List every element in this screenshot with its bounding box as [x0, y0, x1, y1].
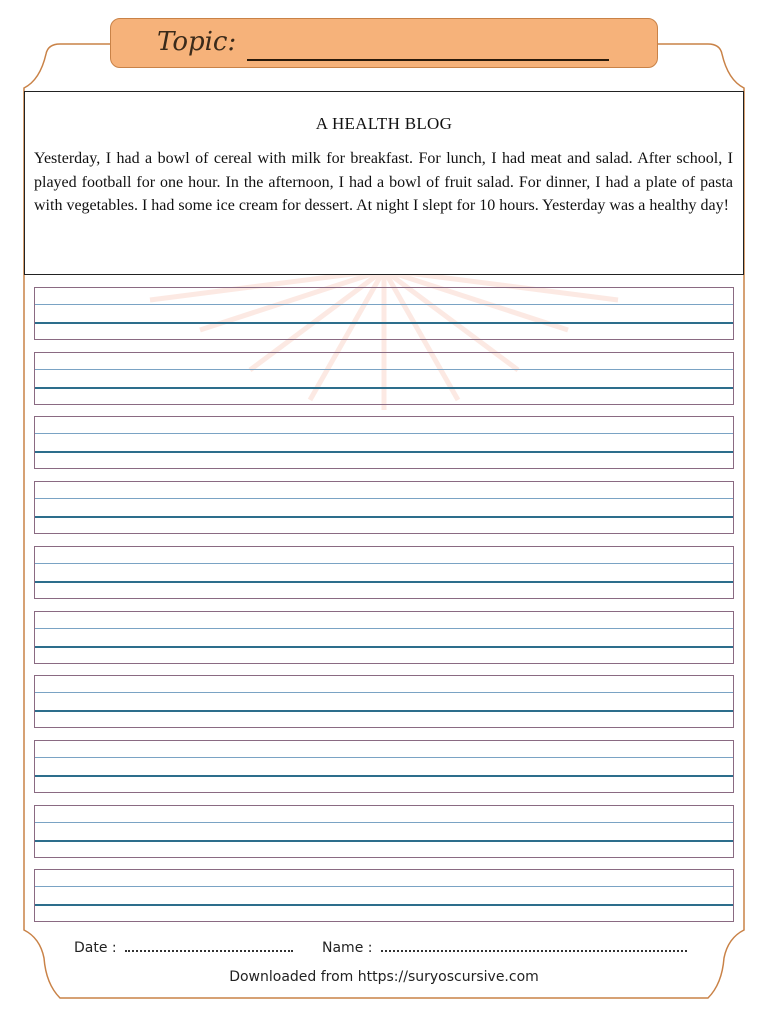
guide-line-baseline: [35, 322, 733, 324]
writing-line-set[interactable]: [34, 611, 734, 664]
writing-line-set[interactable]: [34, 740, 734, 793]
guide-line-baseline: [35, 451, 733, 453]
date-field[interactable]: [74, 940, 293, 956]
guide-line-midline: [35, 757, 733, 758]
guide-line-baseline: [35, 904, 733, 906]
name-field[interactable]: [322, 940, 687, 956]
writing-line-set[interactable]: [34, 481, 734, 534]
name-label: Name :: [322, 940, 373, 956]
topic-label: Topic:: [157, 27, 237, 57]
guide-line-midline: [35, 304, 733, 305]
writing-line-set[interactable]: [34, 675, 734, 728]
guide-line-baseline: [35, 840, 733, 842]
writing-line-set[interactable]: [34, 416, 734, 469]
guide-line-midline: [35, 628, 733, 629]
passage-body: Yesterday, I had a bowl of cereal with milk for breakfast. For lunch, I had meat and salad. After school, I played football for one hour. In the afternoon, I had a bowl of fruit salad. For dinner, I had a plate of pasta with vegetables. I had some ice cream for dessert. At night I slept for 10 hours. Yesterday was a healthy day!: [34, 150, 733, 214]
guide-line-midline: [35, 822, 733, 823]
guide-line-baseline: [35, 387, 733, 389]
writing-line-set[interactable]: [34, 546, 734, 599]
source-credit: Downloaded from https://suryoscursive.com: [229, 969, 539, 985]
writing-line-set[interactable]: [34, 805, 734, 858]
guide-line-midline: [35, 369, 733, 370]
guide-line-midline: [35, 498, 733, 499]
topic-banner: [110, 18, 658, 68]
passage-box: [24, 91, 744, 275]
guide-line-midline: [35, 563, 733, 564]
guide-line-midline: [35, 433, 733, 434]
topic-input-line[interactable]: [247, 59, 609, 61]
writing-line-set[interactable]: [34, 287, 734, 340]
guide-line-midline: [35, 886, 733, 887]
date-label: Date :: [74, 940, 117, 956]
guide-line-baseline: [35, 581, 733, 583]
date-dotted-line[interactable]: [125, 940, 293, 952]
guide-line-baseline: [35, 646, 733, 648]
guide-line-baseline: [35, 775, 733, 777]
guide-line-baseline: [35, 516, 733, 518]
writing-line-set[interactable]: [34, 352, 734, 405]
guide-line-baseline: [35, 710, 733, 712]
passage-title: A HEALTH BLOG: [315, 114, 453, 133]
name-dotted-line[interactable]: [381, 940, 687, 952]
guide-line-midline: [35, 692, 733, 693]
writing-line-set[interactable]: [34, 869, 734, 922]
